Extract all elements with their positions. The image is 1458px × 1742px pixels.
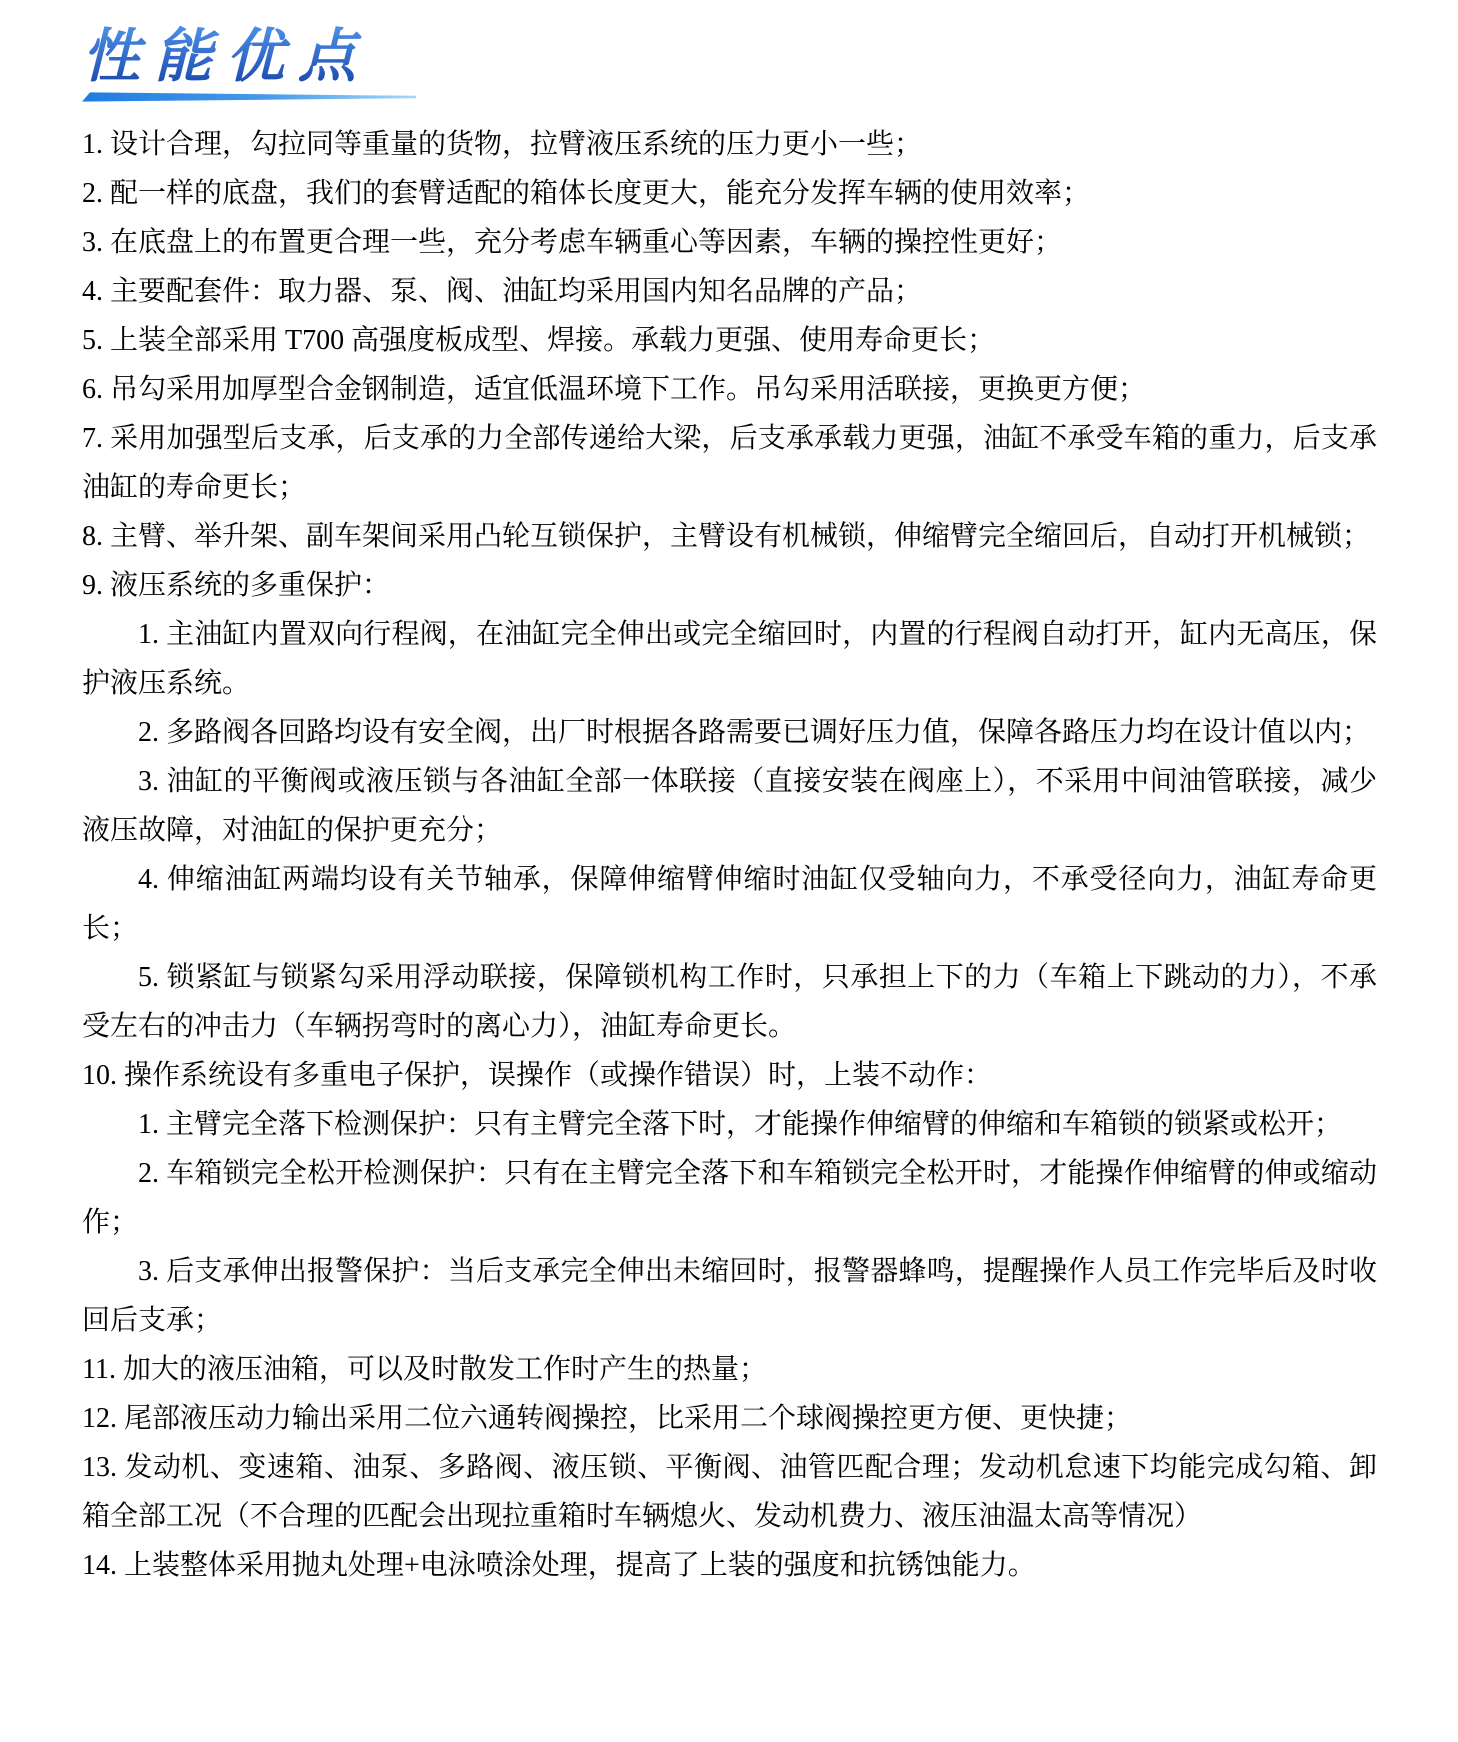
paragraph: 1. 主油缸内置双向行程阀，在油缸完全伸出或完全缩回时，内置的行程阀自动打开，缸内无高压，保护液压系统。 xyxy=(82,619,1377,699)
paragraph: 5. 上装全部采用 T700 高强度板成型、焊接。承载力更强、使用寿命更长； xyxy=(82,325,996,356)
paragraph: 13. 发动机、变速箱、油泵、多路阀、液压锁、平衡阀、油管匹配合理；发动机怠速下均能完成勾箱、卸箱全部工况（不合理的匹配会出现拉重箱时车辆熄火、发动机费力、液压油温太高等情况） xyxy=(82,1452,1377,1532)
paragraph: 1. 主臂完全落下检测保护：只有主臂完全落下时，才能操作伸缩臂的伸缩和车箱锁的锁紧或松开； xyxy=(138,1109,1343,1140)
title-block xyxy=(82,24,1377,102)
paragraph: 2. 车箱锁完全松开检测保护：只有在主臂完全落下和车箱锁完全松开时，才能操作伸缩臂的伸或缩动作； xyxy=(82,1158,1377,1238)
paragraph: 4. 伸缩油缸两端均设有关节轴承，保障伸缩臂伸缩时油缸仅受轴向力，不承受径向力，油缸寿命更长； xyxy=(82,864,1377,944)
paragraph: 3. 后支承伸出报警保护：当后支承完全伸出未缩回时，报警器蜂鸣，提醒操作人员工作完毕后及时收回后支承； xyxy=(82,1256,1377,1336)
paragraph: 2. 多路阀各回路均设有安全阀，出厂时根据各路需要已调好压力值，保障各路压力均在设计值以内； xyxy=(138,717,1371,748)
paragraph: 14. 上装整体采用抛丸处理+电泳喷涂处理，提高了上装的强度和抗锈蚀能力。 xyxy=(82,1550,1036,1581)
paragraph: 5. 锁紧缸与锁紧勾采用浮动联接，保障锁机构工作时，只承担上下的力（车箱上下跳动的力），不承受左右的冲击力（车辆拐弯时的离心力），油缸寿命更长。 xyxy=(82,962,1377,1042)
paragraph: 6. 吊勾采用加厚型合金钢制造，适宜低温环境下工作。吊勾采用活联接，更换更方便； xyxy=(82,374,1147,405)
paragraph: 1. 设计合理，勾拉同等重量的货物，拉臂液压系统的压力更小一些； xyxy=(82,129,923,160)
paragraph: 2. 配一样的底盘，我们的套臂适配的箱体长度更大，能充分发挥车辆的使用效率； xyxy=(82,178,1091,209)
paragraph: 3. 在底盘上的布置更合理一些，充分考虑车辆重心等因素，车辆的操控性更好； xyxy=(82,227,1063,258)
paragraph: 9. 液压系统的多重保护： xyxy=(82,570,391,601)
paragraph: 12. 尾部液压动力输出采用二位六通转阀操控，比采用二个球阀操控更方便、更快捷； xyxy=(82,1403,1133,1434)
paragraph: 3. 油缸的平衡阀或液压锁与各油缸全部一体联接（直接安装在阀座上），不采用中间油管联接，减少液压故障，对油缸的保护更充分； xyxy=(82,766,1377,846)
title-underline-decoration xyxy=(82,92,416,102)
feature-list xyxy=(82,120,1377,1590)
paragraph: 10. 操作系统设有多重电子保护，误操作（或操作错误）时，上装不动作： xyxy=(82,1060,993,1091)
paragraph: 7. 采用加强型后支承，后支承的力全部传递给大梁，后支承承载力更强，油缸不承受车箱的重力，后支承油缸的寿命更长； xyxy=(82,423,1377,503)
paragraph: 8. 主臂、举升架、副车架间采用凸轮互锁保护，主臂设有机械锁，伸缩臂完全缩回后，自动打开机械锁； xyxy=(82,521,1371,552)
page-title: 性能优点 xyxy=(82,24,384,90)
paragraph: 11. 加大的液压油箱，可以及时散发工作时产生的热量； xyxy=(82,1354,767,1385)
paragraph: 4. 主要配套件：取力器、泵、阀、油缸均采用国内知名品牌的产品； xyxy=(82,276,923,307)
